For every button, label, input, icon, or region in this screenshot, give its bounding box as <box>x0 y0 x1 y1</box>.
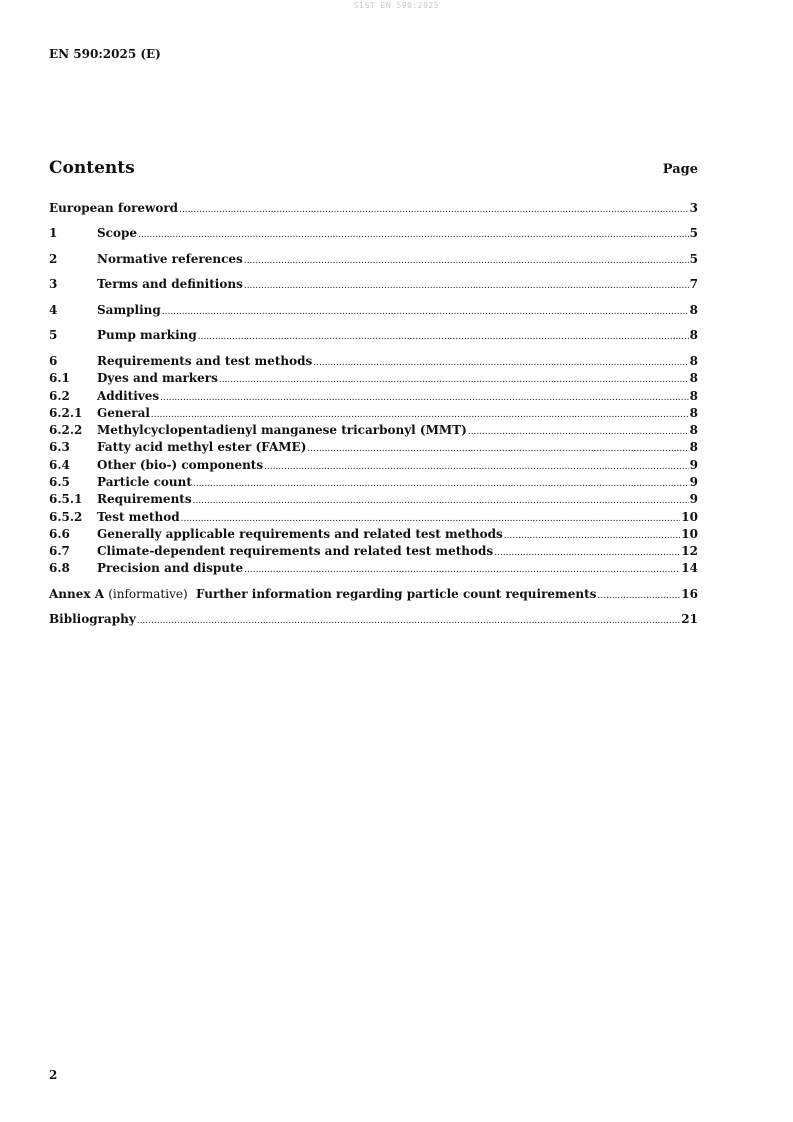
toc-entry-number: 6.3 <box>49 440 70 455</box>
contents-title: Contents <box>49 158 135 178</box>
toc-entry-number: 6.6 <box>49 526 70 541</box>
toc-entry-number: 4 <box>49 302 58 317</box>
toc-entry-number: 6.4 <box>49 457 70 472</box>
toc-entry-climate-dependent-requirements[interactable] <box>49 543 698 560</box>
toc-leader-dots <box>193 493 689 510</box>
toc-entry-page: 9 <box>689 474 698 489</box>
toc-entry-page: 14 <box>681 561 698 576</box>
toc-entry-number: 6.1 <box>49 371 70 386</box>
toc-entry-page: 8 <box>689 371 698 386</box>
toc-leader-dots <box>313 355 688 372</box>
toc-entry-title: Requirements <box>97 492 192 507</box>
toc-entry-annex-a[interactable] <box>49 586 698 603</box>
toc-entry-page: 3 <box>689 201 698 215</box>
toc-entry-title: Additives <box>97 388 160 403</box>
toc-entry-number: 6.7 <box>49 544 70 559</box>
toc-annex-prefix <box>49 586 596 603</box>
toc-entry-title: General <box>97 405 150 420</box>
toc-entry-title: Fatty acid methyl ester (FAME) <box>97 440 307 455</box>
toc-annex-kind: (informative) <box>108 586 188 601</box>
toc-entry-page: 9 <box>689 457 698 472</box>
toc-leader-dots <box>160 390 689 407</box>
toc-entry-page: 8 <box>689 353 698 368</box>
toc-entry-page: 8 <box>689 405 698 420</box>
toc-leader-dots <box>307 441 688 458</box>
toc-leader-dots <box>244 562 680 579</box>
toc-entry-dyes-and-markers[interactable] <box>49 370 698 387</box>
toc-entry-page: 9 <box>689 492 698 507</box>
toc-entry-additives[interactable] <box>49 388 698 405</box>
toc-leader-dots <box>244 278 689 295</box>
toc-entry-european-foreword[interactable] <box>49 200 698 217</box>
toc-entry-number: 6.5.2 <box>49 509 83 524</box>
toc-entry-requirements-and-test-methods[interactable] <box>49 353 698 370</box>
toc-leader-dots <box>264 459 689 476</box>
toc-entry-title: Particle count <box>97 474 192 489</box>
toc-leader-dots <box>219 372 689 389</box>
toc-entry-title: Pump marking <box>97 328 197 343</box>
toc-entry-generally-applicable-requirements[interactable] <box>49 526 698 543</box>
toc-entry-number: 6.2 <box>49 388 70 403</box>
toc-leader-dots <box>597 588 680 605</box>
toc-entry-general[interactable] <box>49 405 698 422</box>
toc-entry-number: 5 <box>49 328 58 343</box>
toc-entry-title: Test method <box>97 509 180 524</box>
toc-entry-test-method[interactable] <box>49 509 698 526</box>
toc-entry-number: 6.5 <box>49 474 70 489</box>
toc-entry-page: 8 <box>689 302 698 317</box>
page-number: 2 <box>49 1068 58 1082</box>
toc-entry-page: 8 <box>689 423 698 438</box>
toc-entry-title: Requirements and test methods <box>97 353 313 368</box>
toc-entry-bibliography[interactable] <box>49 611 698 628</box>
toc-annex-label: Annex A <box>49 586 105 601</box>
table-of-contents <box>49 200 698 629</box>
toc-entry-terms-and-definitions[interactable] <box>49 276 698 293</box>
toc-entry-page: 21 <box>681 612 698 627</box>
toc-entry-normative-references[interactable] <box>49 251 698 268</box>
toc-entry-title: Other (bio-) components <box>97 457 264 472</box>
toc-entry-pump-marking[interactable] <box>49 327 698 344</box>
toc-leader-dots <box>138 227 689 244</box>
toc-entry-precision-and-dispute[interactable] <box>49 560 698 577</box>
toc-entry-page: 10 <box>681 526 698 541</box>
toc-entry-page: 10 <box>681 509 698 524</box>
toc-entry-page: 8 <box>689 440 698 455</box>
document-id: EN 590:2025 (E) <box>49 47 161 61</box>
toc-entry-particle-count[interactable] <box>49 474 698 491</box>
toc-entry-title: European foreword <box>49 201 179 215</box>
toc-entry-number: 6.2.2 <box>49 423 83 438</box>
page-column-label: Page <box>662 162 698 177</box>
toc-leader-dots <box>494 545 680 562</box>
toc-entry-page: 5 <box>689 226 698 241</box>
toc-entry-title: Generally applicable requirements and related test methods <box>97 526 503 541</box>
toc-entry-title: Scope <box>97 226 138 241</box>
toc-entry-title: Methylcyclopentadienyl manganese tricarbonyl (MMT) <box>97 423 467 438</box>
toc-entry-title: Sampling <box>97 302 161 317</box>
toc-entry-page: 7 <box>689 277 698 292</box>
toc-entry-page: 5 <box>689 251 698 266</box>
toc-entry-page: 8 <box>689 388 698 403</box>
toc-entry-requirements[interactable] <box>49 491 698 508</box>
toc-entry-title: Terms and definitions <box>97 277 243 292</box>
toc-entry-number: 1 <box>49 226 58 241</box>
toc-leader-dots <box>193 476 689 493</box>
toc-entry-number: 6.8 <box>49 561 70 576</box>
toc-entry-fame[interactable] <box>49 439 698 456</box>
toc-entry-other-bio-components[interactable] <box>49 457 698 474</box>
toc-entry-page: 8 <box>689 328 698 343</box>
watermark: SIST EN 590:2025 <box>353 1 440 10</box>
toc-entry-number: 3 <box>49 277 58 292</box>
toc-entry-number: 6 <box>49 353 58 368</box>
toc-entry-mmt[interactable] <box>49 422 698 439</box>
toc-leader-dots <box>468 424 689 441</box>
toc-leader-dots <box>162 304 689 321</box>
toc-entry-number: 2 <box>49 251 58 266</box>
toc-entry-title: Normative references <box>97 251 243 266</box>
toc-leader-dots <box>137 613 681 630</box>
toc-leader-dots <box>244 253 689 270</box>
toc-entry-number: 6.2.1 <box>49 405 83 420</box>
toc-entry-number: 6.5.1 <box>49 492 83 507</box>
toc-entry-title: Precision and dispute <box>97 561 244 576</box>
toc-entry-page: 12 <box>681 544 698 559</box>
toc-entry-page: 16 <box>681 586 698 601</box>
toc-entry-scope[interactable] <box>49 225 698 242</box>
toc-entry-title: Further information regarding particle count requirements <box>196 586 597 601</box>
toc-leader-dots <box>198 329 689 346</box>
toc-entry-title: Climate-dependent requirements and related test methods <box>97 544 494 559</box>
toc-entry-title: Dyes and markers <box>97 371 218 386</box>
toc-leader-dots <box>179 202 689 219</box>
toc-entry-title: Bibliography <box>49 612 136 627</box>
toc-entry-sampling[interactable] <box>49 302 698 319</box>
contents-header <box>49 158 698 178</box>
toc-leader-dots <box>504 528 681 545</box>
